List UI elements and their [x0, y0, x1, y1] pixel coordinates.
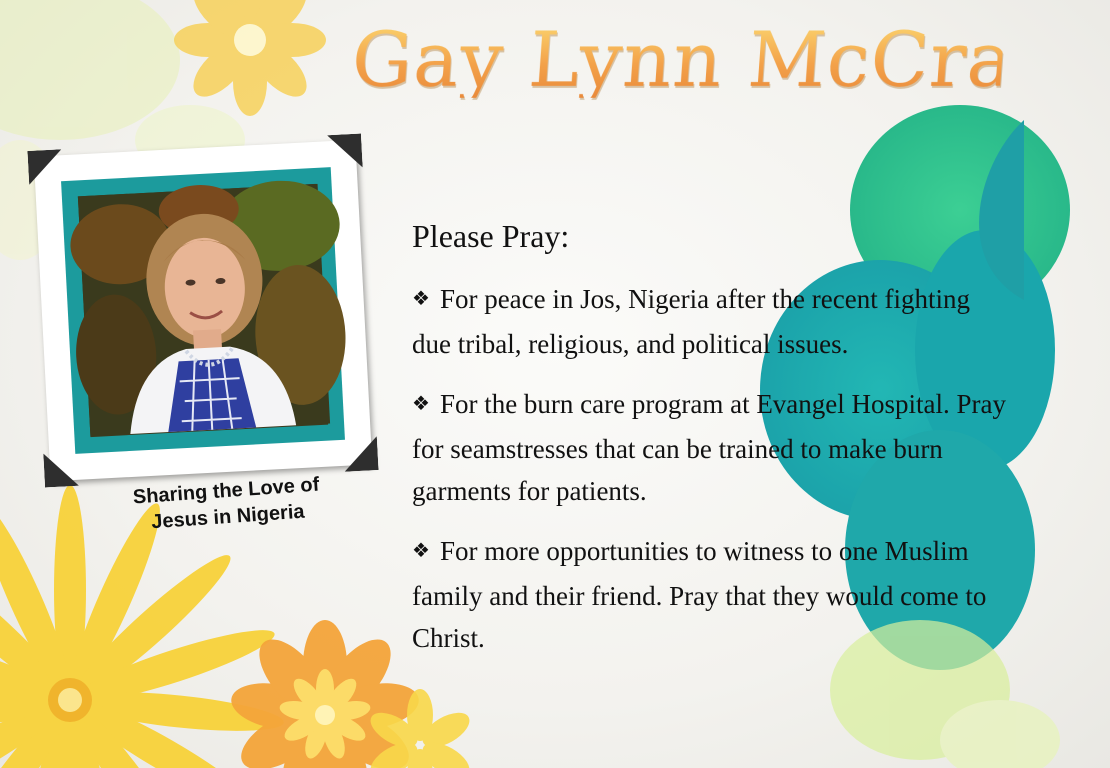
slide-title: Gay Lynn McCrady: [348, 15, 1110, 104]
prayer-item: [412, 383, 1012, 512]
photo-mat: [61, 167, 345, 454]
prayer-item: [412, 278, 1012, 365]
prayer-item-text: For the burn care program at Evangel Hospital. Pray for seamstresses that can be trained to make burn garments for patients.: [412, 389, 1007, 506]
prayer-item-text: For peace in Jos, Nigeria after the recent fighting due tribal, religious, and political issues.: [412, 284, 970, 359]
diamond-bullet-icon: ❖: [412, 288, 430, 310]
portrait-photo: [78, 184, 328, 437]
prayer-heading: Please Pray:: [412, 218, 570, 254]
top-flower: [174, 0, 326, 116]
prayer-item-text: For more opportunities to witness to one Muslim family and their friend. Pray that they would come to Christ.: [412, 536, 987, 653]
frame-corner: [43, 452, 79, 488]
prayer-list: [412, 216, 1012, 677]
diamond-bullet-icon: ❖: [412, 540, 430, 562]
prayer-item: [412, 530, 1012, 659]
photo-frame: [34, 140, 373, 481]
caption-line-2: Jesus in Nigeria: [150, 500, 306, 534]
frame-corner: [27, 149, 63, 185]
diamond-bullet-icon: ❖: [412, 393, 430, 415]
portrait-illustration: [78, 184, 330, 436]
caption-line-1: Sharing the Love of: [132, 473, 320, 509]
